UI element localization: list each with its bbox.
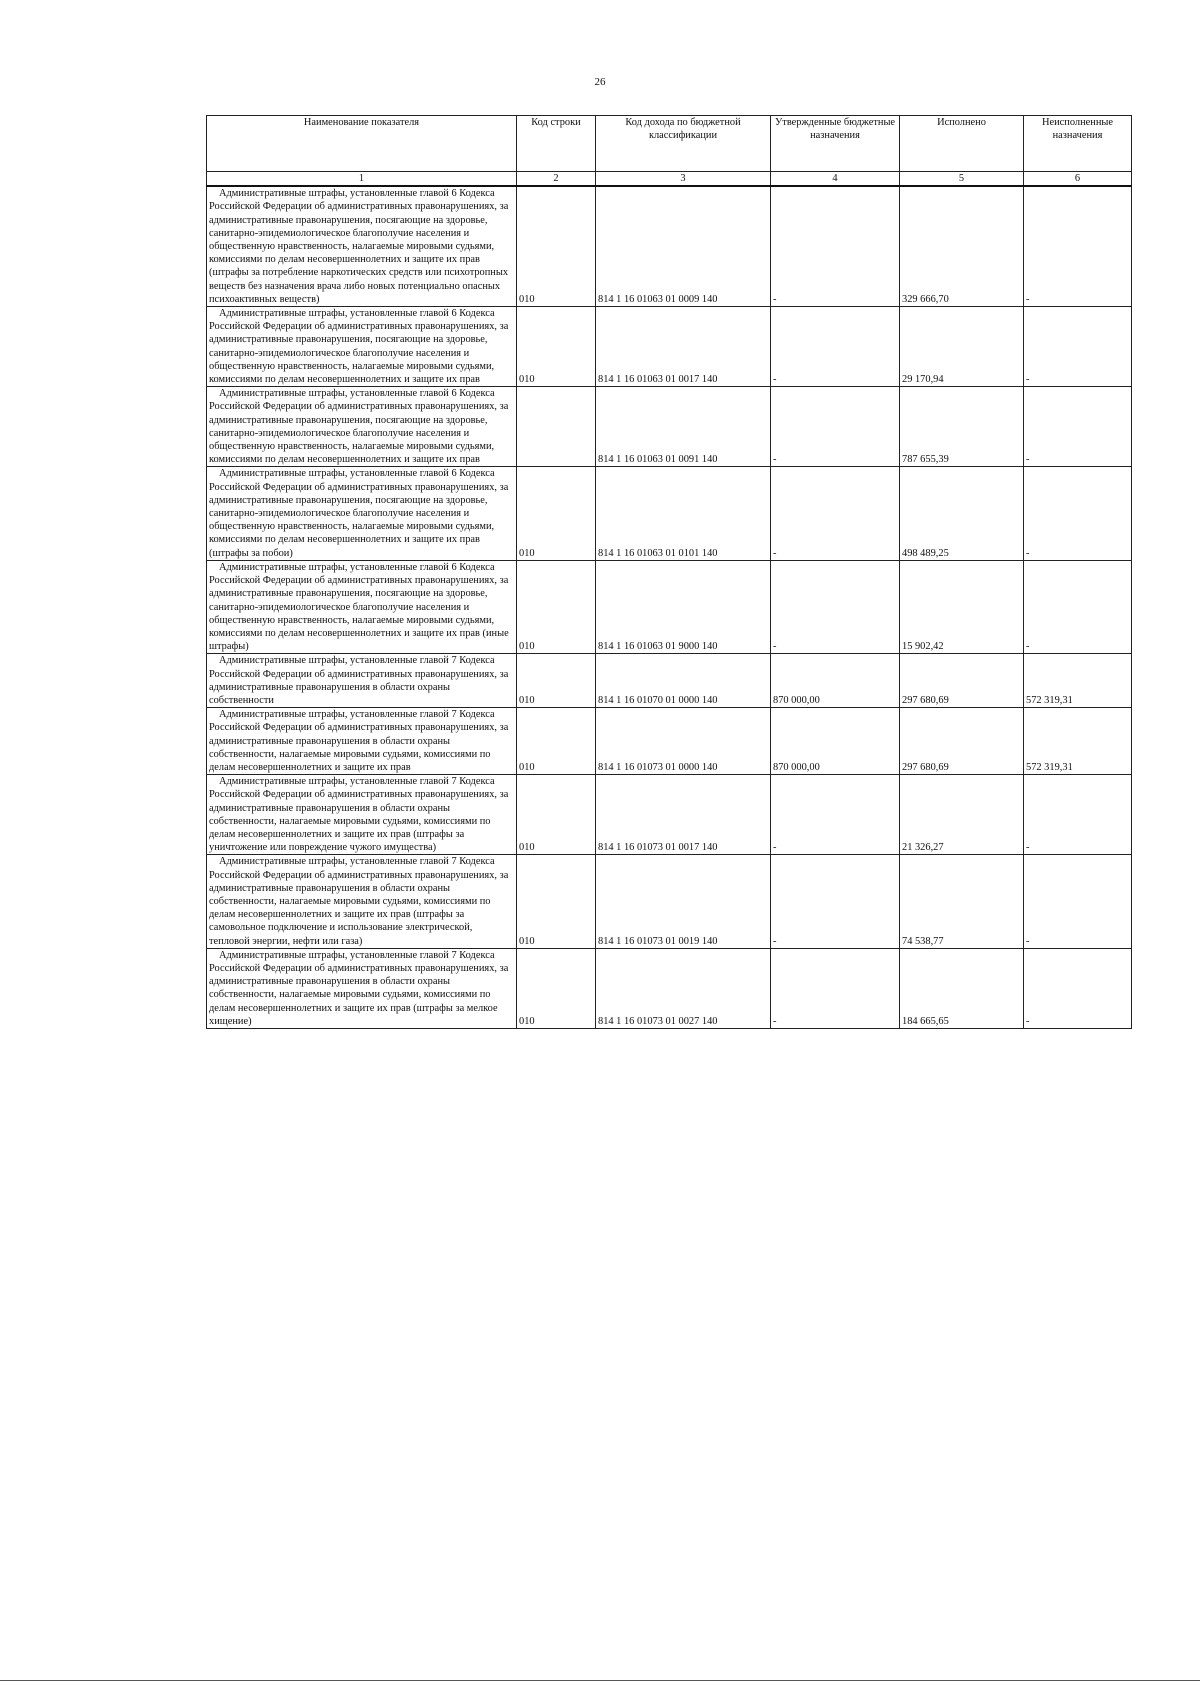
- line-code: 010: [517, 948, 596, 1028]
- approved-amount: -: [771, 186, 900, 306]
- column-number: 6: [1024, 172, 1132, 187]
- executed-amount: 297 680,69: [900, 654, 1024, 708]
- table-row: [207, 186, 1132, 306]
- income-code: 814 1 16 01063 01 0017 140: [596, 307, 771, 387]
- unexecuted-amount: -: [1024, 186, 1132, 306]
- approved-amount: -: [771, 855, 900, 948]
- scan-edge-line: [0, 1680, 1200, 1681]
- indicator-name: Административные штрафы, установленные главой 7 Кодекса Российской Федерации об административных правонарушениях, за административные правонарушения в области охраны собственности, налагаемые мировыми судьями, комиссиями по делам несовершеннолетних и защите их прав (штрафы за мелкое хищение): [209, 949, 509, 1027]
- approved-amount: 870 000,00: [771, 654, 900, 708]
- indicator-name: Административные штрафы, установленные главой 7 Кодекса Российской Федерации об административных правонарушениях, за административные правонарушения в области охраны собственности, налагаемые мировыми судьями, комиссиями по делам несовершеннолетних и защите их прав (штрафы за уничтожение или повреждение чужого имущества): [209, 776, 509, 854]
- indicator-name: Административные штрафы, установленные главой 6 Кодекса Российской Федерации об административных правонарушениях, за административные правонарушения, посягающие на здоровье, санитарно-эпидемиологическое благополучие населения и общественную нравственность, налагаемые мировыми судьями, комиссиями по делам несовершеннолетних и защите их прав: [209, 388, 509, 466]
- approved-amount: 870 000,00: [771, 708, 900, 775]
- table-row: [207, 855, 1132, 948]
- header-row: [207, 116, 1132, 172]
- page-number: 26: [594, 76, 606, 88]
- unexecuted-amount: -: [1024, 855, 1132, 948]
- approved-amount: -: [771, 387, 900, 467]
- indicator-name: Административные штрафы, установленные главой 6 Кодекса Российской Федерации об административных правонарушениях, за административные правонарушения, посягающие на здоровье, санитарно-эпидемиологическое благополучие населения и общественную нравственность, налагаемые мировыми судьями, комиссиями по делам несовершеннолетних и защите их прав (иные штрафы): [209, 561, 509, 653]
- line-code: 010: [517, 560, 596, 653]
- line-code: 010: [517, 855, 596, 948]
- column-number: 3: [596, 172, 771, 187]
- unexecuted-amount: -: [1024, 467, 1132, 560]
- income-code: 814 1 16 01063 01 0009 140: [596, 186, 771, 306]
- unexecuted-amount: -: [1024, 387, 1132, 467]
- income-code: 814 1 16 01063 01 9000 140: [596, 560, 771, 653]
- unexecuted-amount: -: [1024, 775, 1132, 855]
- table-row: [207, 708, 1132, 775]
- header-unexecuted: Неисполненные назначения: [1024, 116, 1132, 172]
- table-row: [207, 307, 1132, 387]
- income-code: 814 1 16 01073 01 0027 140: [596, 948, 771, 1028]
- header-income-code: Код дохода по бюджетной классификации: [596, 116, 771, 172]
- executed-amount: 787 655,39: [900, 387, 1024, 467]
- table-row: [207, 654, 1132, 708]
- unexecuted-amount: -: [1024, 560, 1132, 653]
- line-code: 010: [517, 307, 596, 387]
- table-row: [207, 775, 1132, 855]
- approved-amount: -: [771, 467, 900, 560]
- executed-amount: 184 665,65: [900, 948, 1024, 1028]
- indicator-name: Административные штрафы, установленные главой 6 Кодекса Российской Федерации об административных правонарушениях, за административные правонарушения, посягающие на здоровье, санитарно-эпидемиологическое благополучие населения и общественную нравственность, налагаемые мировыми судьями, комиссиями по делам несовершеннолетних и защите их прав (штрафы за потребление наркотических средств или психотропных веществ без назначения врача либо новых потенциально опасных психоактивных веществ): [209, 188, 509, 305]
- executed-amount: 29 170,94: [900, 307, 1024, 387]
- income-code: 814 1 16 01070 01 0000 140: [596, 654, 771, 708]
- table-row: [207, 467, 1132, 560]
- approved-amount: -: [771, 775, 900, 855]
- unexecuted-amount: -: [1024, 948, 1132, 1028]
- approved-amount: -: [771, 560, 900, 653]
- header-approved: Утвержденные бюджетные назначения: [771, 116, 900, 172]
- income-report-table: [206, 115, 1132, 1029]
- executed-amount: 297 680,69: [900, 708, 1024, 775]
- column-number: 5: [900, 172, 1024, 187]
- indicator-name: Административные штрафы, установленные главой 6 Кодекса Российской Федерации об административных правонарушениях, за административные правонарушения, посягающие на здоровье, санитарно-эпидемиологическое благополучие населения и общественную нравственность, налагаемые мировыми судьями, комиссиями по делам несовершеннолетних и защите их прав (штрафы за побои): [209, 468, 509, 559]
- income-code: 814 1 16 01063 01 0101 140: [596, 467, 771, 560]
- header-line-code: Код строки: [517, 116, 596, 172]
- column-number: 4: [771, 172, 900, 187]
- unexecuted-amount: 572 319,31: [1024, 708, 1132, 775]
- table-row: [207, 948, 1132, 1028]
- indicator-name: Административные штрафы, установленные главой 7 Кодекса Российской Федерации об административных правонарушениях, за административные правонарушения в области охраны собственности, налагаемые мировыми судьями, комиссиями по делам несовершеннолетних и защите их прав (штрафы за самовольное подключение и использование электрической, тепловой энергии, нефти или газа): [209, 856, 509, 947]
- indicator-name: Административные штрафы, установленные главой 7 Кодекса Российской Федерации об административных правонарушениях, за административные правонарушения в области охраны собственности, налагаемые мировыми судьями, комиссиями по делам несовершеннолетних и защите их прав: [209, 709, 509, 773]
- column-number: 2: [517, 172, 596, 187]
- executed-amount: 21 326,27: [900, 775, 1024, 855]
- column-numbers-row: [207, 172, 1132, 187]
- line-code: 010: [517, 467, 596, 560]
- header-indicator-name: Наименование показателя: [207, 116, 517, 172]
- executed-amount: 329 666,70: [900, 186, 1024, 306]
- income-code: 814 1 16 01063 01 0091 140: [596, 387, 771, 467]
- line-code: 010: [517, 654, 596, 708]
- unexecuted-amount: 572 319,31: [1024, 654, 1132, 708]
- income-code: 814 1 16 01073 01 0019 140: [596, 855, 771, 948]
- approved-amount: -: [771, 948, 900, 1028]
- indicator-name: Административные штрафы, установленные главой 6 Кодекса Российской Федерации об административных правонарушениях, за административные правонарушения, посягающие на здоровье, санитарно-эпидемиологическое благополучие населения и общественную нравственность, налагаемые мировыми судьями, комиссиями по делам несовершеннолетних и защите их прав: [209, 308, 509, 386]
- table-row: [207, 387, 1132, 467]
- executed-amount: 498 489,25: [900, 467, 1024, 560]
- executed-amount: 74 538,77: [900, 855, 1024, 948]
- income-code: 814 1 16 01073 01 0000 140: [596, 708, 771, 775]
- line-code: 010: [517, 708, 596, 775]
- line-code: [517, 387, 596, 467]
- executed-amount: 15 902,42: [900, 560, 1024, 653]
- indicator-name: Административные штрафы, установленные главой 7 Кодекса Российской Федерации об административных правонарушениях, за административные правонарушения в области охраны собственности: [209, 655, 509, 706]
- approved-amount: -: [771, 307, 900, 387]
- header-executed: Исполнено: [900, 116, 1024, 172]
- income-code: 814 1 16 01073 01 0017 140: [596, 775, 771, 855]
- unexecuted-amount: -: [1024, 307, 1132, 387]
- table-row: [207, 560, 1132, 653]
- line-code: 010: [517, 775, 596, 855]
- column-number: 1: [207, 172, 517, 187]
- line-code: 010: [517, 186, 596, 306]
